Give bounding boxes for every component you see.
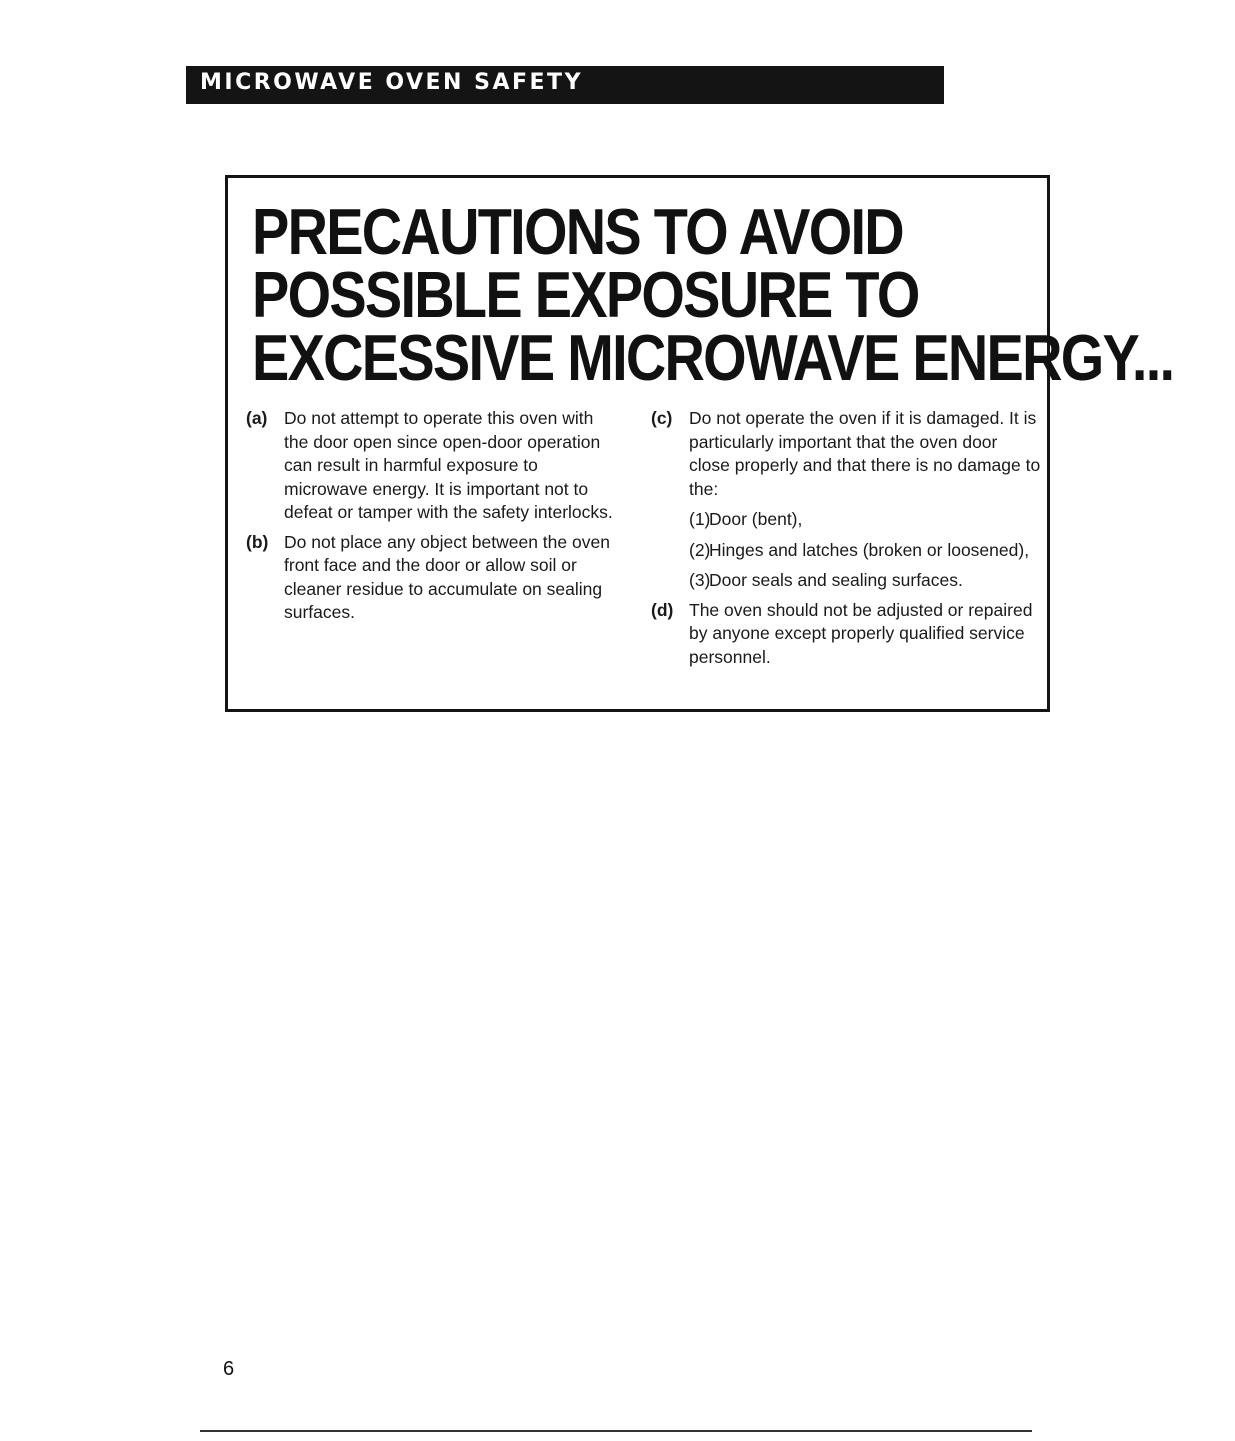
sub-item-text: Door seals and sealing surfaces. [709, 570, 963, 590]
item-letter: (a) [246, 408, 268, 428]
item-text: Do not operate the oven if it is damaged. It is particularly important that the oven door close properly and that there is no damage to the: [689, 408, 1041, 499]
item-text: Do not place any object between the oven front face and the door or allow soil or cleaner residue to accumulate on sealing surfaces. [284, 531, 610, 622]
warning-headline [252, 195, 1174, 394]
sub-item-text: Hinges and latches (broken or loosened), [709, 539, 1030, 560]
precaution-item-c [651, 407, 1043, 593]
sub-item-number: (1) [689, 509, 711, 529]
headline-line-1: PRECAUTIONS TO AVOID [252, 195, 903, 268]
item-letter: (d) [651, 599, 674, 620]
item-letter: (b) [246, 531, 269, 552]
sub-item-text: Door (bent), [709, 509, 803, 529]
headline-line-3: EXCESSIVE MICROWAVE ENERGY... [252, 321, 1174, 394]
precautions-column-left [246, 407, 616, 631]
page-number: 6 [223, 1358, 235, 1380]
headline-line-2: POSSIBLE EXPOSURE TO [252, 258, 919, 331]
section-title: MICROWAVE OVEN SAFETY [200, 70, 583, 95]
sub-item-number: (2) [689, 539, 711, 560]
precaution-item-b [246, 531, 616, 625]
footer-divider [200, 1430, 1032, 1432]
precautions-warning-box [225, 175, 1174, 712]
precaution-item-a [246, 407, 616, 525]
precaution-item-d [651, 599, 1043, 670]
damage-sub-item-3 [689, 569, 1043, 593]
precautions-column-right [651, 407, 1043, 675]
damage-sub-item-2 [689, 539, 1043, 563]
sub-item-number: (3) [689, 570, 711, 590]
section-header-banner [186, 66, 944, 104]
item-text: The oven should not be adjusted or repaired by anyone except properly qualified service personnel. [689, 599, 1033, 667]
item-text: Do not attempt to operate this oven with the door open since open-door operation can result in harmful exposure to microwave energy. It is important not to defeat or tamper with the safety interlocks. [284, 408, 613, 522]
item-letter: (c) [651, 408, 673, 428]
damage-sub-item-1 [689, 508, 1043, 532]
